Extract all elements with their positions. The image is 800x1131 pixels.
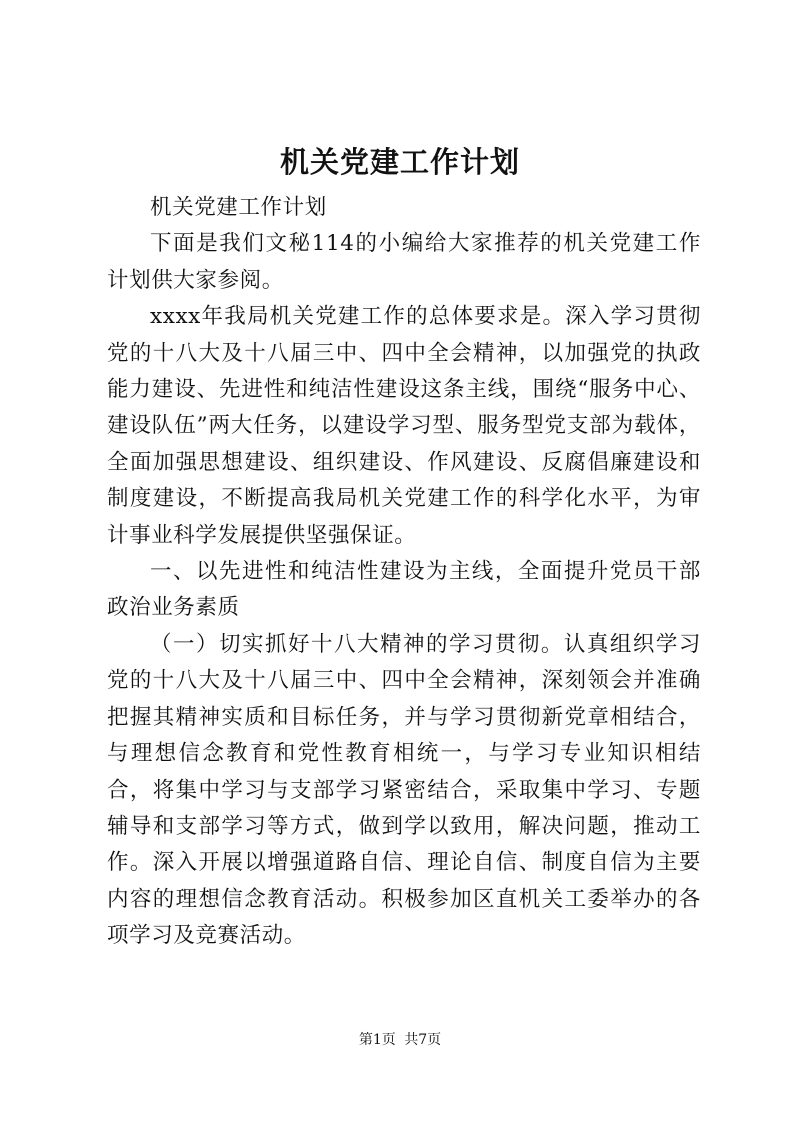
document-body	[107, 190, 701, 955]
page-footer: 第1页 共7页	[358, 1032, 442, 1048]
paragraph-section-heading: 一、以先进性和纯洁性建设为主线，全面提升党员干部政治业务素质	[107, 559, 701, 621]
document-title: 机关党建工作计划	[279, 145, 520, 179]
paragraph-subtitle: 机关党建工作计划	[150, 195, 327, 220]
paragraph-requirements: xxxx年我局机关党建工作的总体要求是。深入学习贯彻党的十八大及十八届三中、四中全会精神，以加强党的执政能力建设、先进性和纯洁性建设这条主线，围绕“服务中心、建设队伍”两大任务，以建设学习型、服务型党支部为载体，全面加强思想建设、组织建设、作风建设、反腐倡廉建设和制度建设，不断提高我局机关党建工作的科学化水平，为审计事业科学发展提供坚强保证。	[107, 304, 701, 548]
paragraph-intro: 下面是我们文秘114的小编给大家推荐的机关党建工作计划供大家参阅。	[107, 231, 701, 293]
paragraph-section-detail: （一）切实抓好十八大精神的学习贯彻。认真组织学习党的十八大及十八届三中、四中全会精神，深刻领会并准确把握其精神实质和目标任务，并与学习贯彻新党章相结合，与理想信念教育和党性教育相统一，与学习专业知识相结合，将集中学习与支部学习紧密结合，采取集中学习、专题辅导和支部学习等方式，做到学以致用，解决问题，推动工作。深入开展以增强道路自信、理论自信、制度自信为主要内容的理想信念教育活动。积极参加区直机关工委举办的各项学习及竞赛活动。	[107, 631, 701, 949]
